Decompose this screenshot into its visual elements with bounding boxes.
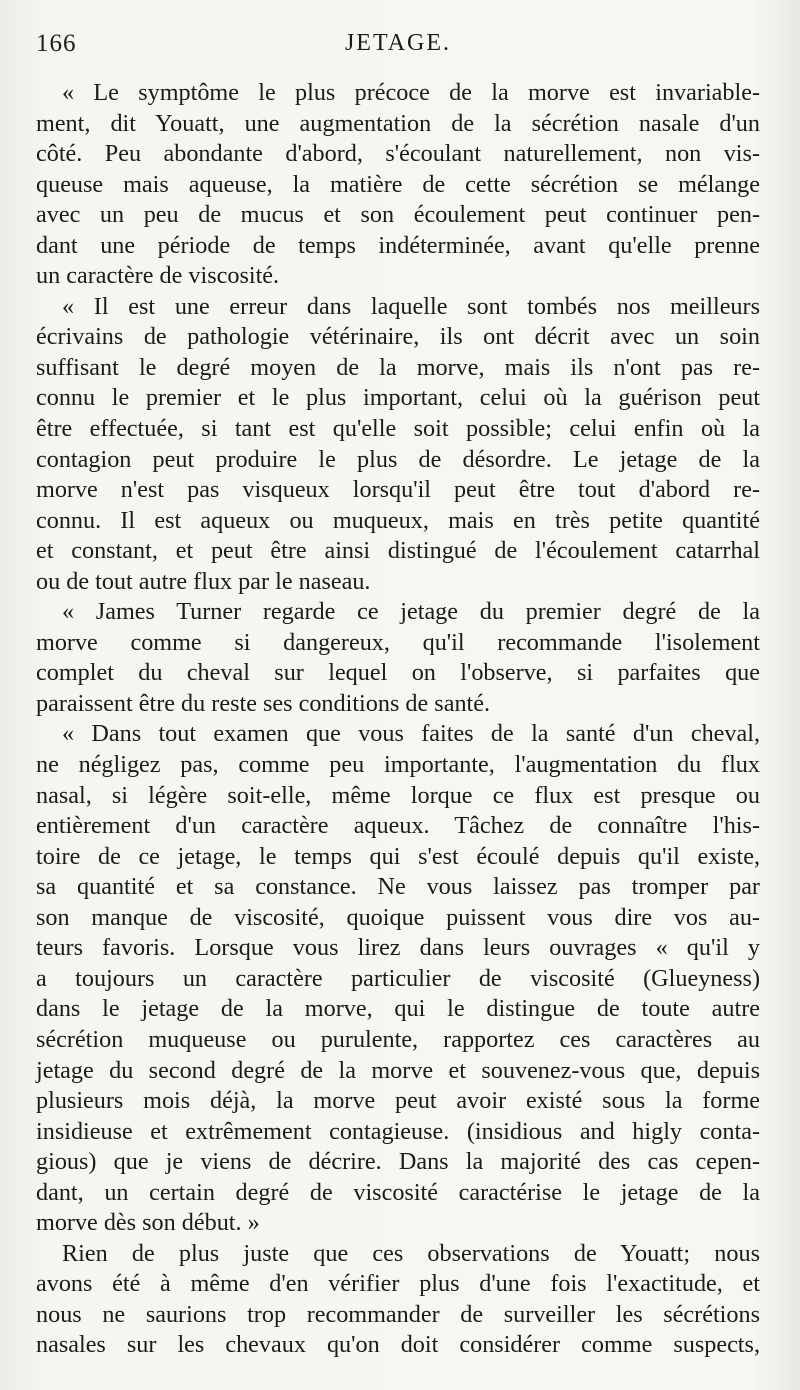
text-line: avons été à même d'en vérifier plus d'une fois l'exactitude, et bbox=[36, 1270, 760, 1298]
text-line: jetage du second degré de la morve et souvenez-vous que, depuis bbox=[36, 1056, 760, 1084]
text-line: et constant, et peut être ainsi distingué de l'écoulement catarrhal bbox=[36, 537, 760, 565]
text-line: « Dans tout examen que vous faites de la santé d'un cheval, bbox=[62, 720, 760, 748]
text-line: plusieurs mois déjà, la morve peut avoir existé sous la forme bbox=[36, 1087, 760, 1115]
running-head: JETAGE. bbox=[344, 30, 452, 56]
text-line: gious) que je viens de décrire. Dans la majorité des cas cepen- bbox=[36, 1148, 760, 1176]
text-line: teurs favoris. Lorsque vous lirez dans leurs ouvrages « qu'il y bbox=[36, 934, 760, 962]
text-line: connu. Il est aqueux ou muqueux, mais en très petite quantité bbox=[36, 506, 760, 534]
text-line: insidieuse et extrêmement contagieuse. (insidious and higly conta- bbox=[36, 1117, 760, 1145]
text-line: toire de ce jetage, le temps qui s'est écoulé depuis qu'il existe, bbox=[36, 842, 760, 870]
text-line: nasal, si légère soit-elle, même lorque ce flux est presque ou bbox=[36, 781, 760, 809]
text-line: « Il est une erreur dans laquelle sont tombés nos meilleurs bbox=[62, 292, 760, 320]
text-line: être effectuée, si tant est qu'elle soit possible; celui enfin où la bbox=[36, 415, 760, 443]
text-line: côté. Peu abondante d'abord, s'écoulant naturellement, non vis- bbox=[36, 140, 760, 168]
text-line: dant, un certain degré de viscosité caractérise le jetage de la bbox=[36, 1178, 760, 1206]
text-line: nous ne saurions trop recommander de surveiller les sécrétions bbox=[36, 1300, 760, 1328]
page-number: 166 bbox=[36, 30, 77, 57]
text-line: dans le jetage de la morve, qui le distingue de toute autre bbox=[36, 995, 760, 1023]
text-line: contagion peut produire le plus de désordre. Le jetage de la bbox=[36, 445, 760, 473]
text-line: sa quantité et sa constance. Ne vous laissez pas tromper par bbox=[36, 873, 760, 901]
text-line: « Le symptôme le plus précoce de la morve est invariable- bbox=[62, 79, 760, 106]
text-line: avec un peu de mucus et son écoulement peut continuer pen- bbox=[36, 201, 760, 229]
text-line: dant une période de temps indéterminée, avant qu'elle prenne bbox=[36, 231, 760, 259]
text-line: queuse mais aqueuse, la matière de cette sécrétion se mélange bbox=[36, 170, 760, 198]
text-line: ment, dit Youatt, une augmentation de la sécrétion nasale d'un bbox=[36, 109, 760, 137]
body-text bbox=[36, 78, 760, 1361]
text-line: nasales sur les chevaux qu'on doit considérer comme suspects, bbox=[36, 1331, 760, 1359]
text-line: « James Turner regarde ce jetage du premier degré de la bbox=[62, 598, 760, 626]
text-line: écrivains de pathologie vétérinaire, ils ont décrit avec un soin bbox=[36, 323, 760, 351]
text-line: sécrétion muqueuse ou purulente, rapportez ces caractères au bbox=[36, 1025, 760, 1053]
text-line: ou de tout autre flux par le naseau. bbox=[36, 567, 371, 595]
text-line: son manque de viscosité, quoique puissent vous dire vos au- bbox=[36, 903, 760, 931]
text-line: morve dès son début. » bbox=[36, 1209, 260, 1237]
text-line: a toujours un caractère particulier de viscosité (Glueyness) bbox=[36, 964, 760, 992]
page-header bbox=[36, 30, 760, 64]
text-line: entièrement d'un caractère aqueux. Tâchez de connaître l'his- bbox=[36, 812, 760, 840]
text-line: paraissent être du reste ses conditions de santé. bbox=[36, 689, 491, 717]
text-line: connu le premier et le plus important, celui où la guérison peut bbox=[36, 384, 760, 412]
text-line: complet du cheval sur lequel on l'observe, si parfaites que bbox=[36, 659, 760, 687]
text-line: morve n'est pas visqueux lorsqu'il peut être tout d'abord re- bbox=[36, 476, 760, 504]
text-line: morve comme si dangereux, qu'il recommande l'isolement bbox=[36, 628, 760, 656]
text-line: ne négligez pas, comme peu importante, l'augmentation du flux bbox=[36, 751, 760, 779]
text-line: suffisant le degré moyen de la morve, mais ils n'ont pas re- bbox=[36, 353, 760, 381]
text-line: un caractère de viscosité. bbox=[36, 262, 280, 290]
text-line: Rien de plus juste que ces observations de Youatt; nous bbox=[62, 1239, 760, 1267]
